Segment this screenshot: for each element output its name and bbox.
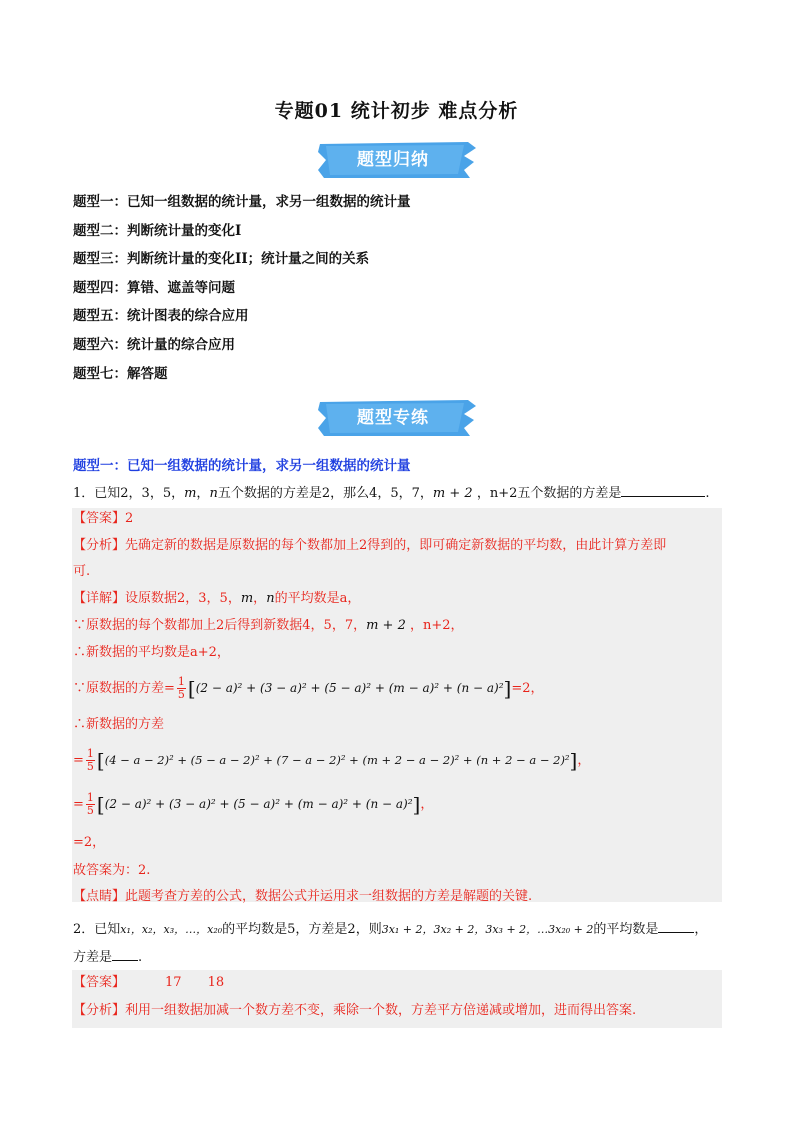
section-banner-summary	[318, 140, 476, 180]
detail-line: ∴新数据的平均数是a+2，	[73, 645, 230, 660]
detail-line: 故答案为：2.	[73, 863, 151, 878]
detail-line: =2，	[73, 835, 106, 850]
detail-line: ∴新数据的方差	[73, 717, 165, 732]
fraction: $\frac{1}{5}$	[177, 675, 185, 701]
formula-line: = $\frac{1}{5}$ [(2 − a)² + (3 − a)² + (5 − a)² + (m − a)² + (n − a)²]，	[73, 791, 434, 817]
answer-line: 【答案】2	[73, 511, 134, 526]
answer-blank	[621, 482, 705, 497]
topic-list	[73, 190, 411, 390]
section-heading: 题型一：已知一组数据的统计量，求另一组数据的统计量	[73, 458, 411, 474]
topic-item: 题型四：算错、遮盖等问题	[73, 279, 235, 296]
banner-label: 题型专练	[357, 408, 429, 428]
topic-item: 题型六：统计量的综合应用	[73, 336, 235, 353]
answer-line: 【答案】 17 18	[73, 975, 225, 990]
topic-item: 题型二：判断统计量的变化I	[73, 222, 242, 239]
question-1: 1．已知2，3，5，m，n五个数据的方差是2，那么4，5，7，m + 2 ，n+2五个数据的方差是 .	[73, 482, 710, 503]
topic-item: 题型一：已知一组数据的统计量，求另一组数据的统计量	[73, 194, 411, 210]
analysis-line: 【分析】先确定新的数据是原数据的每个数都加上2得到的，即可确定新数据的平均数，由此计算方差即	[73, 538, 667, 553]
fraction: $\frac{1}{5}$	[86, 747, 94, 773]
answer-block-1	[72, 508, 722, 902]
question-2: 2．已知x₁，x₂，x₃，…，x₂₀的平均数是5，方差是2，则3x₁ + 2，3x₂ + 2，3x₃ + 2，…3x₂₀ + 2的平均数是 ，	[73, 918, 707, 939]
question-2-line2: 方差是 .	[73, 946, 142, 967]
fraction: $\frac{1}{5}$	[86, 791, 94, 817]
topic-item: 题型三：判断统计量的变化II；统计量之间的关系	[73, 251, 370, 268]
answer-blank	[112, 946, 138, 961]
answer-blank	[658, 918, 694, 933]
analysis-line: 可.	[73, 564, 91, 579]
section-banner-practice	[318, 398, 476, 438]
formula-line: = $\frac{1}{5}$ [(4 − a − 2)² + (5 − a − 2)² + (7 − a − 2)² + (m + 2 − a − 2)² + (n + 2 − a − 2)²]，	[73, 747, 591, 773]
comment-line: 【点睛】此题考查方差的公式，数据公式并运用求一组数据的方差是解题的关键.	[73, 889, 533, 904]
formula-line: ∵原数据的方差= $\frac{1}{5}$ [(2 − a)² + (3 − a)² + (5 − a)² + (m − a)² + (n − a)²]=2，	[73, 675, 544, 701]
page-title: 专题01 统计初步 难点分析	[274, 100, 519, 122]
detail-line: ∵原数据的每个数都加上2后得到新数据4，5，7，m + 2 ，n+2，	[73, 618, 464, 633]
detail-line: 【详解】设原数据2，3，5，m，n的平均数是a，	[73, 591, 361, 606]
banner-label: 题型归纳	[357, 150, 429, 170]
topic-item: 题型七：解答题	[73, 365, 168, 382]
topic-item: 题型五：统计图表的综合应用	[73, 308, 249, 325]
analysis-line: 【分析】利用一组数据加减一个数方差不变，乘除一个数，方差平方倍递减或增加，进而得出答案.	[73, 1003, 637, 1018]
